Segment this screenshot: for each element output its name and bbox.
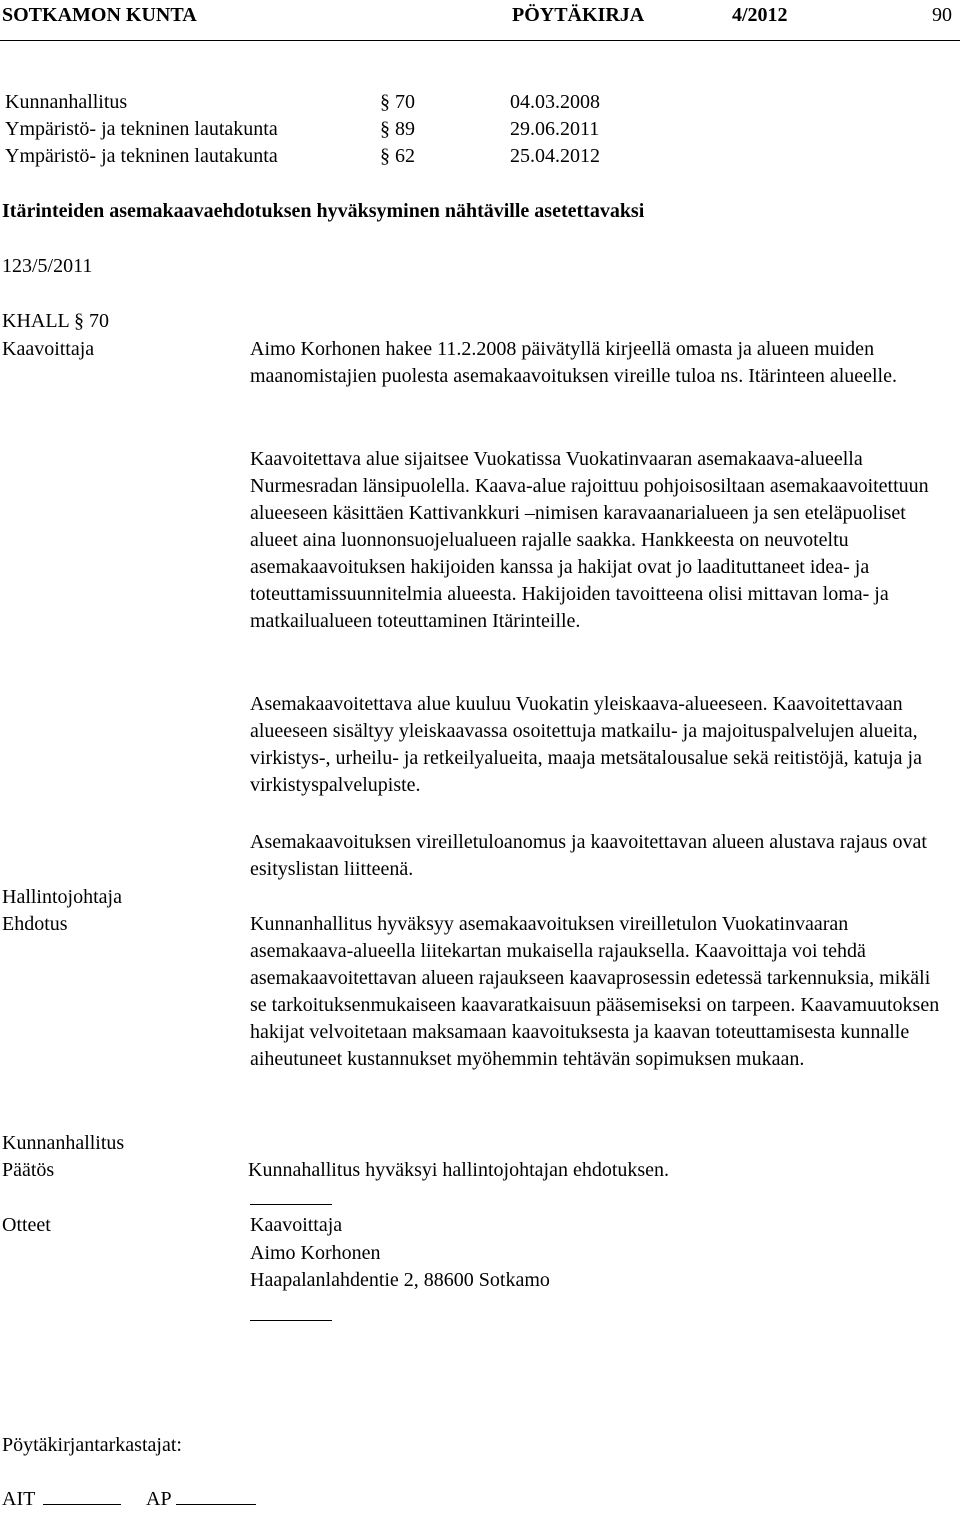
paragraph-general-plan: [250, 691, 940, 799]
history-section-1: § 70: [380, 91, 415, 113]
checker-signature-line-2: [176, 1504, 256, 1505]
label-hallintojohtaja: Hallintojohtaja: [2, 886, 122, 908]
recipient-2: Aimo Korhonen: [250, 1242, 381, 1264]
doc-number: 4/2012: [732, 4, 788, 26]
recipient-1: Kaavoittaja: [250, 1214, 343, 1236]
label-paatos: Päätös: [2, 1159, 55, 1181]
label-kunnanhallitus: Kunnanhallitus: [2, 1132, 125, 1154]
checker-initials-2: AP: [146, 1488, 172, 1510]
history-section-3: § 62: [380, 145, 415, 167]
case-number: 123/5/2011: [2, 255, 93, 277]
khall-reference: KHALL § 70: [2, 310, 110, 332]
history-body-2: Ympäristö- ja tekninen lautakunta: [5, 118, 278, 140]
recipients-top-rule: [250, 1204, 332, 1205]
history-date-2: 29.06.2011: [510, 118, 600, 140]
doc-type: PÖYTÄKIRJA: [512, 4, 645, 26]
recipients-bottom-rule: [250, 1320, 332, 1321]
paragraph-application: [250, 336, 940, 390]
label-otteet: Otteet: [2, 1214, 51, 1236]
paragraph-proposal: [250, 911, 940, 1073]
page-number: 90: [932, 4, 952, 26]
header-rule: [0, 40, 960, 41]
decision-text: Kunnahallitus hyväksyi hallintojohtajan ehdotuksen.: [248, 1159, 670, 1181]
paragraph-attachments-text: Asemakaavoituksen vireilletuloanomus ja kaavoitettavan alueen alustava rajaus ovat esityslistan liitteenä.: [250, 831, 927, 880]
paragraph-area: [250, 446, 940, 635]
history-date-1: 04.03.2008: [510, 91, 600, 113]
label-ehdotus: Ehdotus: [2, 913, 68, 935]
checkers-label: Pöytäkirjantarkastajat:: [2, 1434, 182, 1456]
paragraph-proposal-text: Kunnanhallitus hyväksyy asemakaavoituksen vireilletulon Vuokatinvaaran asemakaava-alueella liitekartan mukaisella rajauksella. Kaavoittaja voi tehdä asemakaavoitettavan alueen rajaukseen kaavaprosessin edetessä tarkennuksia, mikäli se tarkoituksenmukaiseen kaavaratkaisuun pääsemiseksi on tarpeen. Kaavamuutoksen hakijat velvoitetaan maksamaan kaavoituksesta ja kaavan toteuttamisesta kunnalle aiheutuneet kustannukset myöhemmin tehtävän sopimuksen mukaan.: [250, 913, 940, 1070]
document-title: Itärinteiden asemakaavaehdotuksen hyväksyminen nähtäville asetettavaksi: [2, 200, 645, 222]
recipient-3: Haapalanlahdentie 2, 88600 Sotkamo: [250, 1269, 550, 1291]
history-section-2: § 89: [380, 118, 415, 140]
org-name: SOTKAMON KUNTA: [2, 4, 197, 26]
history-body-3: Ympäristö- ja tekninen lautakunta: [5, 145, 278, 167]
history-body-1: Kunnanhallitus: [5, 91, 128, 113]
paragraph-general-plan-text: Asemakaavoitettava alue kuuluu Vuokatin yleiskaava-alueeseen. Kaavoitettavaan alueeseen sisältyy yleiskaavassa osoitettuja matkailu- ja majoituspalvelujen alueita, virkistys-, urheilu- ja retkeilyalueita, maaja metsätalousalue sekä reitistöjä, katuja ja virkistyspalvelupiste.: [250, 693, 922, 796]
checker-signature-line-1: [43, 1504, 121, 1505]
label-kaavoittaja: Kaavoittaja: [2, 338, 95, 360]
paragraph-attachments: [250, 829, 940, 883]
checker-initials-1: AIT: [2, 1488, 36, 1510]
history-date-3: 25.04.2012: [510, 145, 600, 167]
paragraph-area-text: Kaavoitettava alue sijaitsee Vuokatissa Vuokatinvaaran asemakaava-alueella Nurmesradan länsipuolella. Kaava-alue rajoittuu pohjoisosiltaan asemakaavoitettuun alueeseen käsittäen Kattivankkuri –nimisen karavaanarialueen ja sen eteläpuoliset alueet aina luonnonsuojelualueen rajalle saakka. Hankkeesta on neuvoteltu asemakaavoituksen hakijoiden kanssa ja hakijat ovat jo laadituttaneet idea- ja toteuttamissuunnitelmia alueesta. Hakijoiden tavoitteena olisi mittavan loma- ja matkailualueen toteuttaminen Itärinteille.: [250, 448, 929, 632]
paragraph-application-text: Aimo Korhonen hakee 11.2.2008 päivätyllä kirjeellä omasta ja alueen muiden maanomistajien puolesta asemakaavoituksen vireille tuloa ns. Itärinteen alueelle.: [250, 338, 897, 387]
